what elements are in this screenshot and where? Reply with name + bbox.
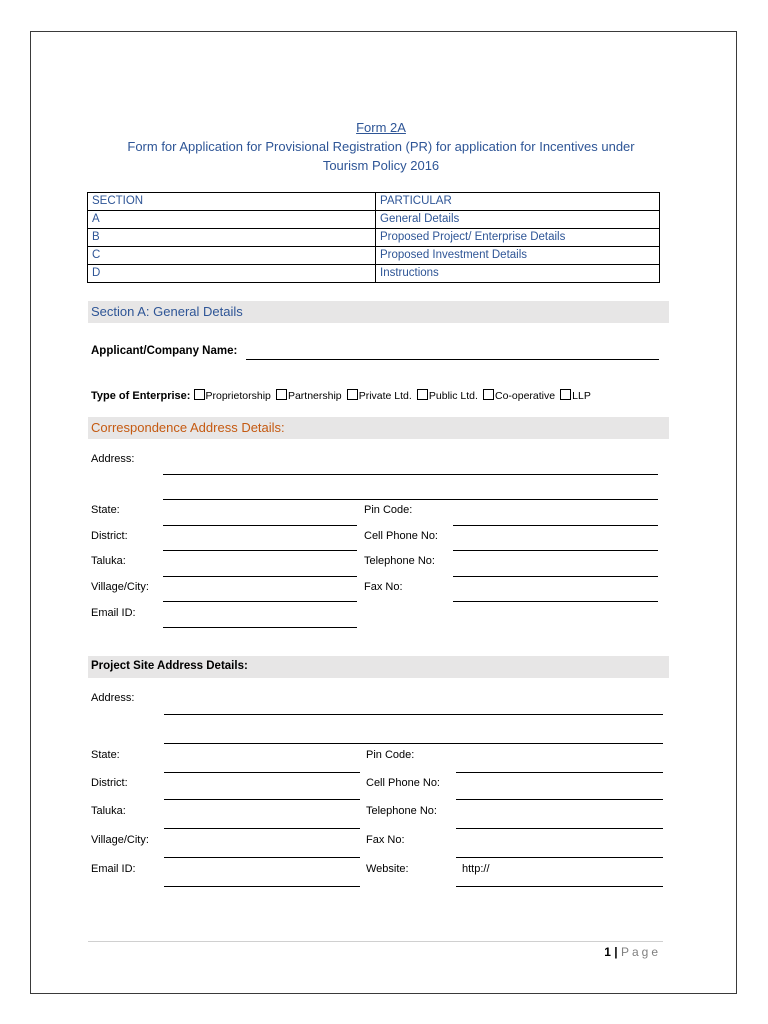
checkbox-icon[interactable] [483,389,494,400]
enterprise-option-llp[interactable]: LLP [560,390,591,402]
table-row [88,265,660,283]
corr-state-label: State: [91,504,120,516]
site-website-label: Website: [366,863,409,875]
corr-email-field[interactable] [163,627,357,628]
site-website-field[interactable] [456,886,663,887]
enterprise-option-proprietorship[interactable]: Proprietorship [194,390,271,402]
section-a-title: Section A: General Details [91,304,243,319]
table-cell: Proposed Investment Details [376,247,660,265]
corr-village-label: Village/City: [91,581,149,593]
correspondence-title: Correspondence Address Details: [91,420,285,435]
checkbox-icon[interactable] [347,389,358,400]
correspondence-bar [88,417,669,439]
table-row [88,211,660,229]
form-title-block [91,118,671,175]
site-taluka-field[interactable] [164,828,360,829]
site-pin-field[interactable] [456,772,663,773]
site-village-label: Village/City: [91,834,149,846]
site-telephone-label: Telephone No: [366,805,437,817]
site-fax-label: Fax No: [366,834,405,846]
checkbox-icon[interactable] [194,389,205,400]
table-cell: Proposed Project/ Enterprise Details [376,229,660,247]
site-fax-field[interactable] [456,857,663,858]
page-footer [604,945,661,959]
table-row [88,247,660,265]
corr-email-label: Email ID: [91,607,136,619]
corr-telephone-field[interactable] [453,576,658,577]
site-cell-label: Cell Phone No: [366,777,440,789]
footer-divider [88,941,663,942]
applicant-name-label: Applicant/Company Name: [91,345,238,357]
enterprise-option-co-operative[interactable]: Co-operative [483,390,555,402]
document-page [30,31,737,994]
table-cell: Instructions [376,265,660,283]
corr-district-label: District: [91,530,128,542]
site-address-line1[interactable] [164,714,663,715]
corr-fax-label: Fax No: [364,581,403,593]
corr-address-label: Address: [91,453,135,465]
table-row [88,229,660,247]
site-district-field[interactable] [164,799,360,800]
site-state-label: State: [91,749,120,761]
corr-pin-field[interactable] [453,525,658,526]
site-address-label: Address: [91,692,135,704]
corr-fax-field[interactable] [453,601,658,602]
form-title-line2: Tourism Policy 2016 [322,158,440,173]
project-site-title: Project Site Address Details: [91,660,248,672]
table-cell: General Details [376,211,660,229]
table-cell: A [88,211,376,229]
site-village-field[interactable] [164,857,360,858]
site-website-value: http:// [462,863,490,875]
checkbox-icon[interactable] [417,389,428,400]
enterprise-type-row [91,389,593,402]
site-state-field[interactable] [164,772,360,773]
table-header-cell: SECTION [88,193,376,211]
page-number: 1 [604,945,611,959]
table-cell: B [88,229,376,247]
table-cell: D [88,265,376,283]
corr-pin-label: Pin Code: [364,504,413,516]
site-email-label: Email ID: [91,863,136,875]
enterprise-type-label: Type of Enterprise: [91,390,191,402]
table-header-cell: PARTICULAR [376,193,660,211]
corr-address-line1[interactable] [163,474,658,475]
table-header-row [88,193,660,211]
table-cell: C [88,247,376,265]
corr-district-field[interactable] [163,550,357,551]
corr-cell-field[interactable] [453,550,658,551]
enterprise-option-public-ltd[interactable]: Public Ltd. [417,390,478,402]
enterprise-option-partnership[interactable]: Partnership [276,390,342,402]
corr-address-line2[interactable] [163,499,658,500]
site-telephone-field[interactable] [456,828,663,829]
site-email-field[interactable] [164,886,360,887]
site-address-line2[interactable] [164,743,663,744]
section-a-bar [88,301,669,323]
site-district-label: District: [91,777,128,789]
form-title-line1: Form for Application for Provisional Registration (PR) for application for Incentives under [127,139,635,154]
corr-telephone-label: Telephone No: [364,555,435,567]
checkbox-icon[interactable] [560,389,571,400]
site-cell-field[interactable] [456,799,663,800]
page-word: Page [620,945,661,959]
applicant-name-field[interactable] [246,359,659,360]
site-taluka-label: Taluka: [91,805,126,817]
corr-village-field[interactable] [163,601,357,602]
enterprise-option-private-ltd[interactable]: Private Ltd. [347,390,412,402]
footer-separator: | [614,945,618,959]
sections-table [87,192,660,283]
corr-state-field[interactable] [163,525,357,526]
form-number: Form 2A [356,120,406,135]
corr-cell-label: Cell Phone No: [364,530,438,542]
project-site-bar [88,656,669,678]
corr-taluka-field[interactable] [163,576,357,577]
corr-taluka-label: Taluka: [91,555,126,567]
site-pin-label: Pin Code: [366,749,415,761]
checkbox-icon[interactable] [276,389,287,400]
